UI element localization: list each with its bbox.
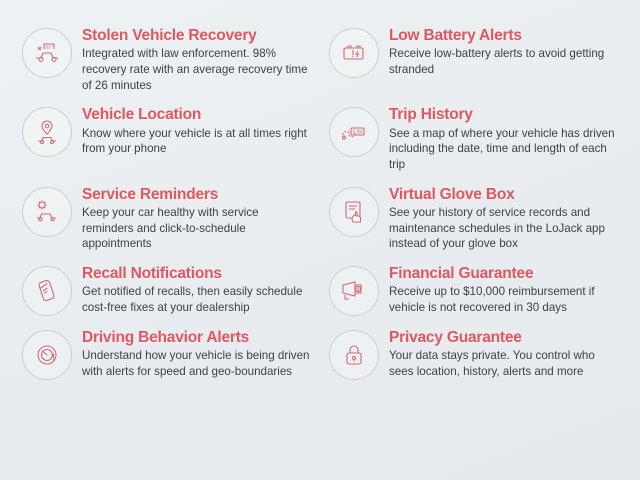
feature-item [22, 264, 311, 316]
feature-description: Know where your vehicle is at all times right from your phone [82, 126, 307, 156]
feature-description: Receive up to $10,000 reimbursement if vehicle is not recovered in 30 days [389, 285, 595, 314]
svg-text:0:04: 0:04 [352, 129, 363, 136]
feature-title: Stolen Vehicle Recovery [82, 27, 257, 44]
low-battery-alerts-icon [329, 28, 379, 78]
feature-title: Financial Guarantee [389, 264, 534, 282]
feature-description: See your history of service records and maintenance schedules in the LoJack app instead of your glove box [389, 205, 605, 251]
feature-text [82, 26, 311, 93]
feature-text [389, 328, 618, 380]
feature-description: Get notified of recalls, then easily schedule cost-free fixes at your dealership [82, 285, 303, 314]
feature-description: Your data stays private. You control who sees location, history, alerts and more [389, 349, 595, 378]
feature-title: Low Battery Alerts [389, 27, 522, 44]
privacy-guarantee-icon [329, 330, 379, 380]
feature-description: See a map of where your vehicle has driven including the date, time and length of each trip [389, 126, 615, 171]
feature-title: Driving Behavior Alerts [82, 328, 250, 346]
feature-text [82, 185, 311, 252]
feature-text [82, 105, 311, 157]
feature-item [22, 185, 311, 252]
trip-history-icon [329, 107, 379, 157]
feature-item [22, 105, 311, 172]
feature-item [329, 264, 618, 316]
feature-title: Privacy Guarantee [389, 328, 522, 346]
feature-description: Receive low-battery alerts to avoid getting stranded [389, 47, 605, 76]
feature-item [329, 185, 618, 252]
virtual-glove-box-icon [329, 187, 379, 237]
recall-notifications-icon [22, 266, 72, 316]
feature-description: Integrated with law enforcement. 98% recovery rate with an average recovery time of 26 minutes [82, 47, 308, 92]
stolen-vehicle-recovery-icon [22, 28, 72, 78]
feature-grid [22, 26, 618, 380]
feature-item [329, 328, 618, 380]
financial-guarantee-icon [329, 266, 379, 316]
feature-text [389, 264, 618, 316]
feature-text [389, 185, 618, 252]
feature-item [22, 328, 311, 380]
driving-behavior-alerts-icon [22, 330, 72, 380]
feature-item [329, 26, 618, 93]
service-reminders-icon [22, 187, 72, 237]
feature-title: Recall Notifications [82, 264, 222, 282]
feature-item [22, 26, 311, 93]
vehicle-location-icon [22, 107, 72, 157]
feature-text [82, 264, 311, 316]
feature-text [389, 105, 618, 172]
feature-text [82, 328, 311, 380]
feature-title: Trip History [389, 106, 473, 124]
feature-title: Virtual Glove Box [389, 185, 515, 203]
feature-title: Vehicle Location [82, 106, 202, 124]
feature-text [389, 26, 618, 78]
feature-description: Understand how your vehicle is being driven with alerts for speed and geo-boundaries [82, 349, 310, 378]
feature-title: Service Reminders [82, 185, 219, 203]
feature-item [329, 105, 618, 172]
feature-description: Keep your car healthy with service reminders and click-to-schedule appointments [82, 205, 259, 251]
